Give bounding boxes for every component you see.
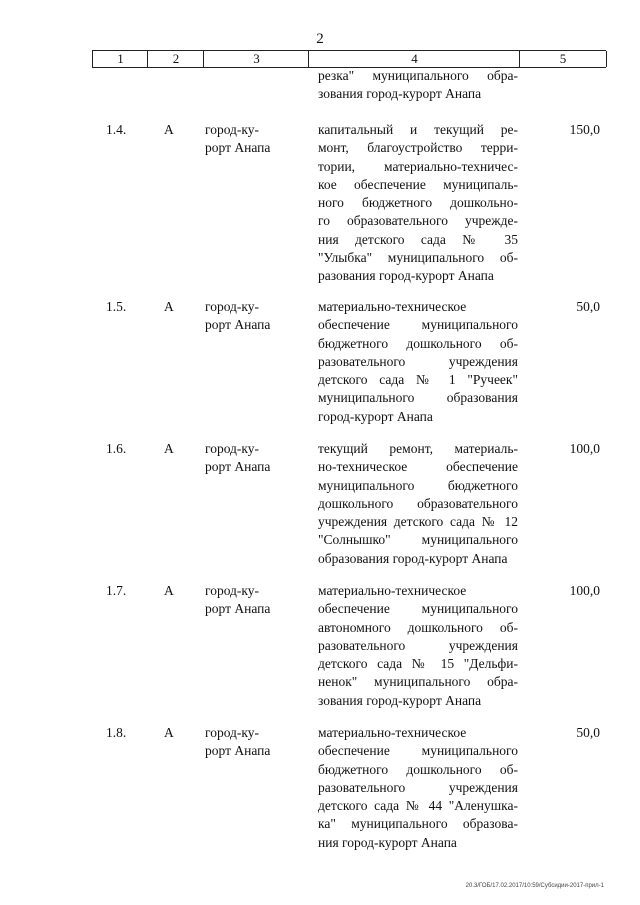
row-description [318, 121, 518, 286]
row-place [205, 121, 295, 158]
description-line: детского сада № 44 "Аленушка- [318, 798, 518, 814]
row-description [318, 582, 518, 710]
description-line: зования город-курорт Анапа [318, 692, 482, 708]
row-amount: 150,0 [569, 122, 600, 137]
continuation-line: резка" муниципального обра- [318, 68, 518, 83]
place-line: город-ку- [205, 122, 260, 137]
row-description [318, 298, 518, 426]
row-place [205, 724, 295, 761]
row-description [318, 724, 518, 852]
place-line: рорт Анапа [205, 140, 271, 156]
place-line: рорт Анапа [205, 317, 271, 333]
description-line: "Солнышко" муниципального [318, 532, 518, 548]
description-line: детского сада № 1 "Ручеек" [318, 372, 518, 388]
description-line: монт, благоустройство терри- [318, 140, 518, 156]
row-number: 1.8. [106, 725, 127, 740]
header-col-1: 1 [92, 51, 148, 67]
header-col-5: 5 [519, 51, 607, 67]
row-number: 1.6. [106, 441, 127, 456]
description-line: детского сада № 15 "Дельфи- [318, 656, 518, 672]
header-col-4: 4 [308, 51, 520, 67]
table-header [92, 50, 606, 68]
description-line: разовательного учреждения [318, 637, 518, 653]
description-line: автономного дошкольного об- [318, 619, 518, 635]
description-line: тории, материально-техничес- [318, 158, 518, 174]
row-amount: 50,0 [576, 299, 600, 314]
row-code: А [164, 583, 174, 598]
continuation-text [318, 67, 518, 104]
description-line: обеспечение муниципального [318, 317, 518, 333]
description-line: ка" муниципального образова- [318, 816, 518, 832]
description-line: разовательного учреждения [318, 779, 518, 795]
row-number: 1.4. [106, 122, 127, 137]
row-place [205, 298, 295, 335]
description-line: но-техническое обеспечение [318, 459, 518, 475]
description-line: бюджетного дошкольного об- [318, 335, 518, 351]
row-amount: 100,0 [569, 441, 600, 456]
description-line: обеспечение муниципального [318, 601, 518, 617]
description-line: "Улыбка" муниципального об- [318, 250, 518, 266]
document-footer: 20.3/ГОБ/17.02.2017/10:59/Субсидии-2017-прил-1 [465, 883, 604, 889]
description-line: кое обеспечение муниципаль- [318, 176, 518, 192]
description-line: ния город-курорт Анапа [318, 834, 457, 850]
description-line: материально-техническое [318, 299, 467, 314]
place-line: рорт Анапа [205, 743, 271, 759]
description-line: ненок" муниципального обра- [318, 674, 518, 690]
header-col-2: 2 [147, 51, 204, 67]
description-line: обеспечение муниципального [318, 743, 518, 759]
row-place [205, 440, 295, 477]
place-line: город-ку- [205, 725, 260, 740]
description-line: капитальный и текущий ре- [318, 122, 518, 137]
page-number: 2 [316, 31, 324, 47]
description-line: муниципального бюджетного [318, 477, 518, 493]
row-code: А [164, 725, 174, 740]
description-line: образования город-курорт Анапа [318, 550, 508, 566]
place-line: город-ку- [205, 299, 260, 314]
place-line: рорт Анапа [205, 459, 271, 475]
description-line: муниципального образования [318, 390, 518, 406]
row-place [205, 582, 295, 619]
description-line: бюджетного дошкольного об- [318, 761, 518, 777]
description-line: дошкольного образовательного [318, 495, 518, 511]
header-col-3: 3 [203, 51, 309, 67]
row-amount: 50,0 [576, 725, 600, 740]
row-number: 1.5. [106, 299, 127, 314]
place-line: рорт Анапа [205, 601, 271, 617]
row-code: А [164, 299, 174, 314]
description-line: го образовательного учрежде- [318, 213, 518, 229]
place-line: город-ку- [205, 583, 260, 598]
row-code: А [164, 122, 174, 137]
description-line: ного бюджетного дошкольно- [318, 195, 518, 211]
row-code: А [164, 441, 174, 456]
description-line: город-курорт Анапа [318, 408, 433, 424]
description-line: учреждения детского сада № 12 [318, 514, 518, 530]
description-line: разования город-курорт Анапа [318, 268, 494, 284]
description-line: текущий ремонт, материаль- [318, 441, 518, 456]
description-line: материально-техническое [318, 725, 467, 740]
description-line: ния детского сада № 35 [318, 231, 518, 247]
row-amount: 100,0 [569, 583, 600, 598]
continuation-line: зования город-курорт Анапа [318, 86, 482, 102]
row-number: 1.7. [106, 583, 127, 598]
description-line: материально-техническое [318, 583, 467, 598]
place-line: город-ку- [205, 441, 260, 456]
row-description [318, 440, 518, 568]
description-line: разовательного учреждения [318, 353, 518, 369]
